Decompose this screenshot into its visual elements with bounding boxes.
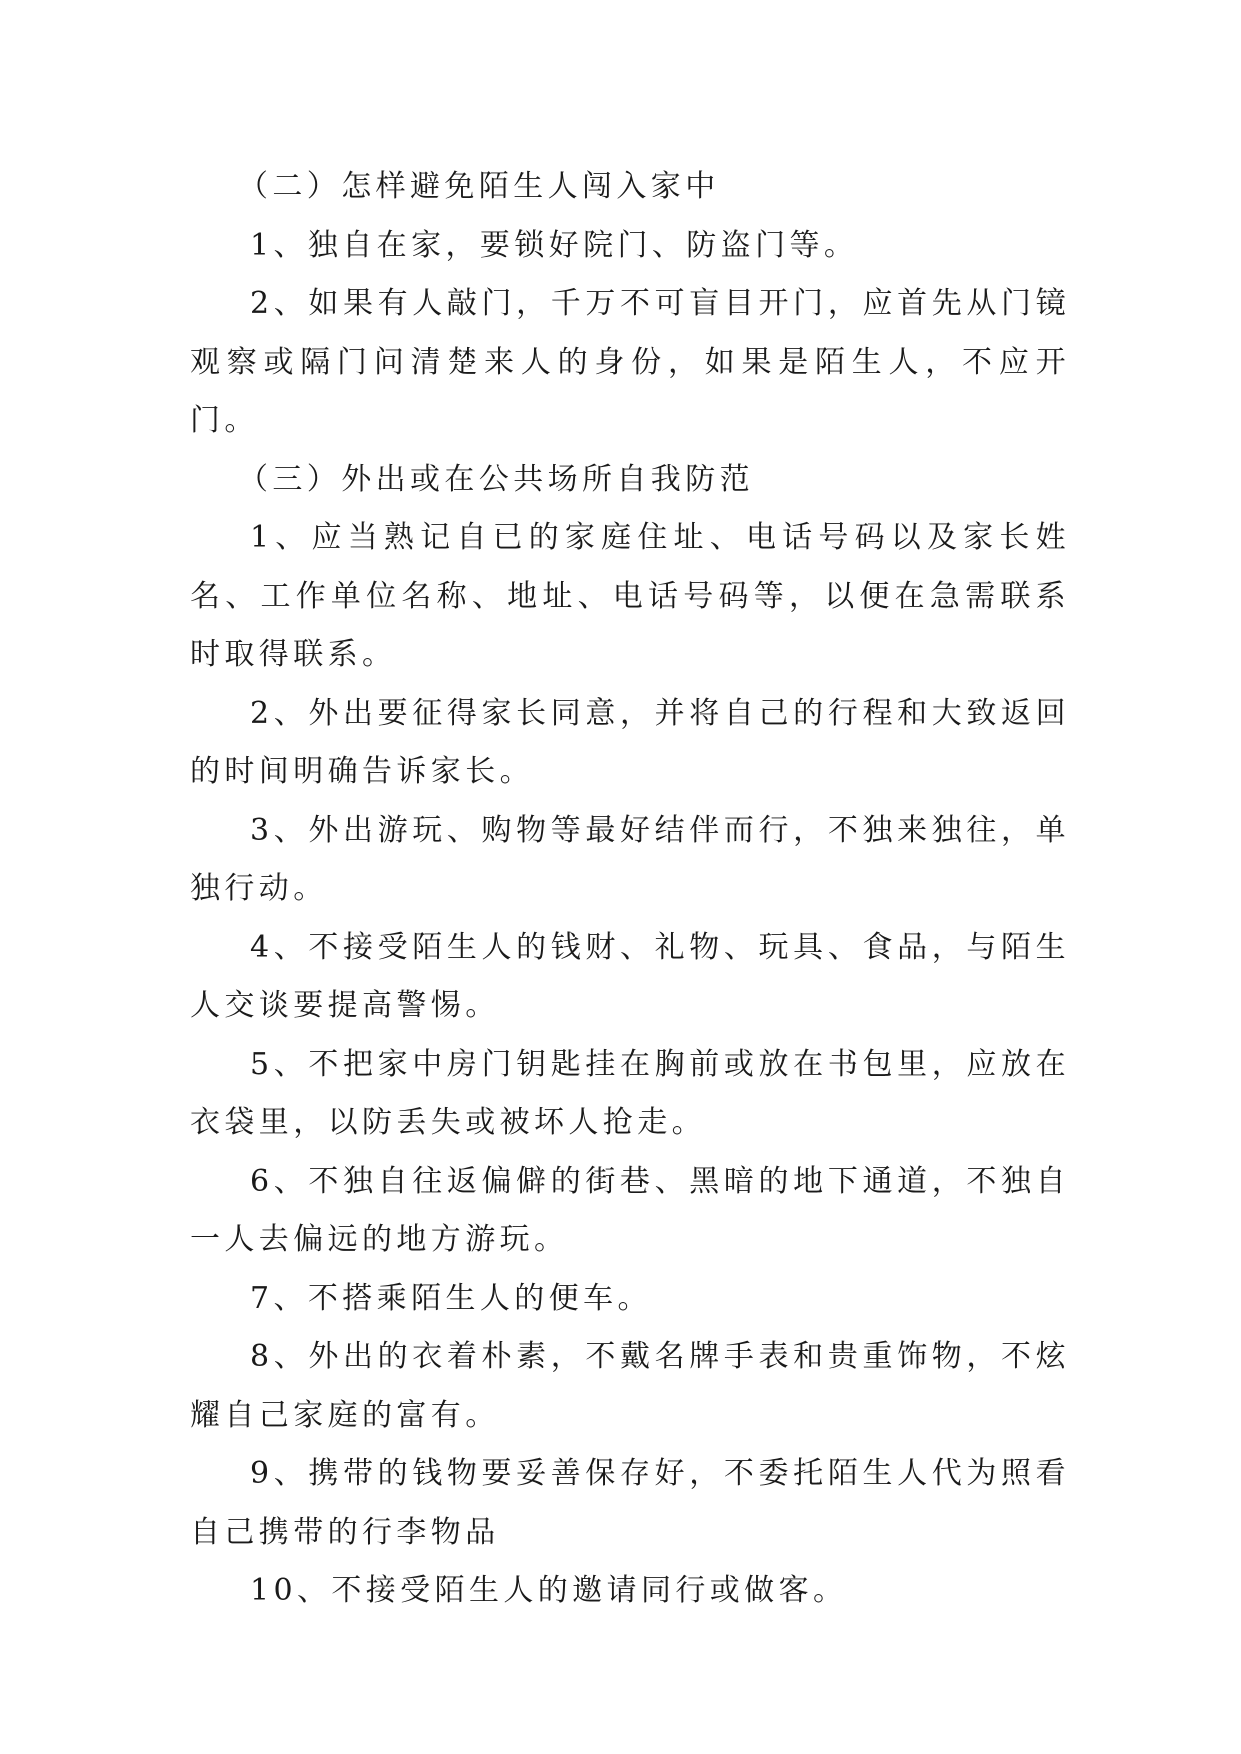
list-item: 5、不把家中房门钥匙挂在胸前或放在书包里，应放在衣袋里，以防丢失或被坏人抢走。 — [190, 1046, 1070, 1140]
list-item: 8、外出的衣着朴素，不戴名牌手表和贵重饰物，不炫耀自己家庭的富有。 — [190, 1339, 1070, 1433]
list-item: 10、不接受陌生人的邀请同行或做客。 — [250, 1573, 848, 1608]
list-item: 6、不独自往返偏僻的街巷、黑暗的地下通道，不独自一人去偏远的地方游玩。 — [190, 1163, 1070, 1257]
list-item: 1、独自在家，要锁好院门、防盗门等。 — [250, 227, 859, 263]
list-item: 2、如果有人敲门，千万不可盲目开门，应首先从门镜观察或隔门问清楚来人的身份，如果是陌生人，不应开门。 — [190, 286, 1070, 438]
document-page — [190, 158, 1070, 1621]
list-item: 1、应当熟记自已的家庭住址、电话号码以及家长姓名、工作单位名称、地址、电话号码等，以便在急需联系时取得联系。 — [190, 520, 1070, 672]
section-heading: （二）怎样避免陌生人闯入家中 — [238, 169, 720, 204]
section-heading: （三）外出或在公共场所自我防范 — [238, 461, 754, 497]
list-item: 3、外出游玩、购物等最好结伴而行，不独来独往，单独行动。 — [190, 812, 1070, 906]
list-item: 7、不搭乘陌生人的便车。 — [250, 1280, 652, 1316]
list-item: 9、携带的钱物要妥善保存好，不委托陌生人代为照看自己携带的行李物品 — [190, 1456, 1070, 1550]
list-item: 4、不接受陌生人的钱财、礼物、玩具、食品，与陌生人交谈要提高警惕。 — [190, 929, 1070, 1023]
list-item: 2、外出要征得家长同意，并将自己的行程和大致返回的时间明确告诉家长。 — [190, 695, 1070, 789]
